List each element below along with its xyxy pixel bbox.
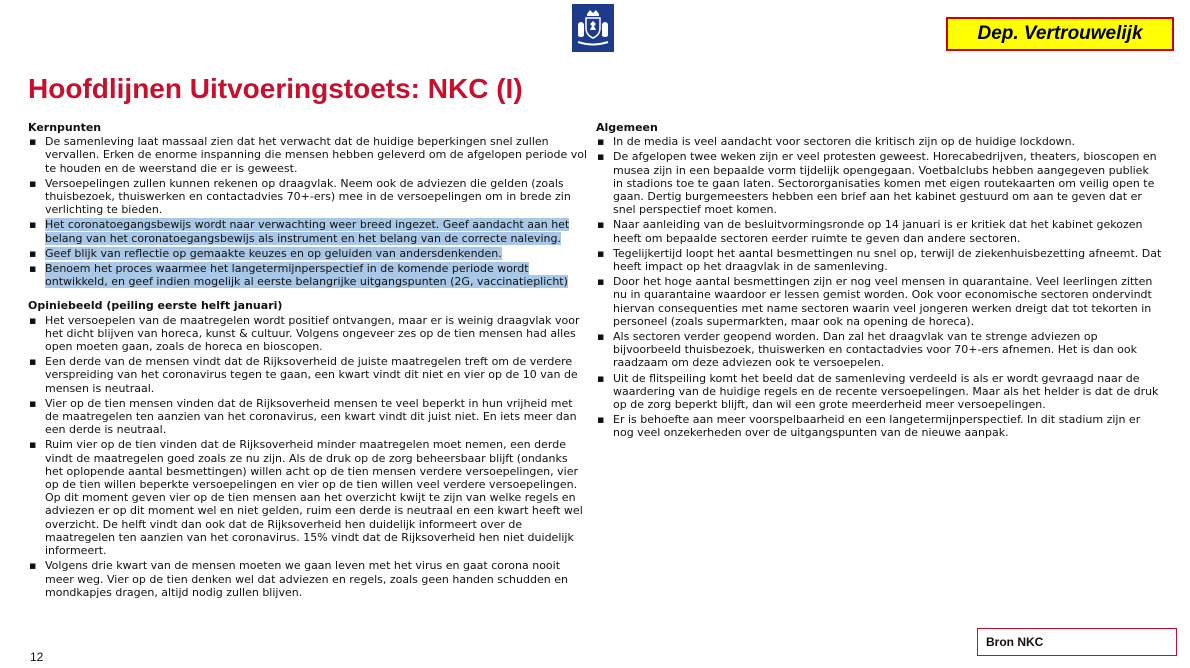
- list-item: [28, 247, 588, 260]
- algemeen-list: [596, 135, 1162, 439]
- list-item: ▪ De samenleving laat massaal zien dat het verwacht dat de huidige beperkingen snel zullen vervallen. Erken de enorme inspanning die mensen hebben geleverd om de afgelopen periode vol te houden en de weerstand die er is geweest.: [28, 135, 588, 175]
- list-item: ▪ Door het hoge aantal besmettingen zijn er nog veel mensen in quarantaine. Veel leerlingen zitten nu in quarantaine waardoor er lessen gemist worden. Ook voor economische sectoren ondervindt hiervan consequenties met name sectoren waarin veel jongeren werken dreigt dat tot tekorten in personeel (zoals supermarkten, maar ook na opening de horeca).: [596, 275, 1162, 328]
- list-item: ▪ Ruim vier op de tien vinden dat de Rijksoverheid minder maatregelen moet nemen, een derde vindt de maatregelen goed zoals ze nu zijn. Als de druk op de zorg beheersbaar blijft (ondanks het oplopende aantal besmettingen) willen acht op de tien mensen verdere versoepelingen, vier op de tien willen beperkte versoepelingen en vier op de tien willen veel verdere versoepelingen. Op dit moment geven vier op de tien mensen aan het overzicht kwijt te zijn van welke regels en adviezen er op dit moment wel en niet gelden, ruim een derde is neutraal en een kwart heeft wel overzicht. De helft vindt dan ook dat de Rijksoverheid hen duidelijk informeert over de maatregelen ten aanzien van het coronavirus. 15% vindt dat de Rijksoverheid hen niet duidelijk informeert.: [28, 438, 588, 557]
- algemeen-heading: Algemeen: [596, 121, 658, 134]
- kernpunten-heading: Kernpunten: [28, 121, 102, 134]
- list-item: ▪ Versoepelingen zullen kunnen rekenen op draagvlak. Neem ook de adviezen die gelden (zoals thuisbezoek, thuiswerken en contactadvies 70+-ers) mee in de versoepelingen om in brede zin verlichting te bieden.: [28, 177, 588, 217]
- left-column: [28, 121, 588, 601]
- list-item: ▪ Vier op de tien mensen vinden dat de Rijksoverheid mensen te veel beperkt in hun vrijheid met de maatregelen ten aanzien van het coronavirus, een kwart vindt dit juist niet. En iets meer dan een derde is neutraal.: [28, 397, 588, 437]
- source-box: Bron NKC: [977, 628, 1177, 656]
- highlighted-text: Benoem het proces waarmee het langetermijnperspectief in de komende periode wordt ontwikkeld, en geef indien mogelijk al eerste belangrijke uitgangspunten (2G, vaccinatieplicht): [45, 262, 568, 289]
- right-column: [596, 121, 1162, 442]
- page-title: Hoofdlijnen Uitvoeringstoets: NKC (I): [28, 73, 523, 104]
- kernpunten-list: [28, 135, 588, 288]
- list-item: ▪ Als sectoren verder geopend worden. Dan zal het draagvlak van te strenge adviezen op bijvoorbeeld thuisbezoek, thuiswerken en contactadvies voor 70+-ers afnemen. Het is dan ook raadzaam om deze adviezen ook te versoepelen.: [596, 330, 1162, 370]
- list-item: [28, 218, 588, 244]
- rijksoverheid-logo: [572, 4, 614, 52]
- list-item: ▪ Naar aanleiding van de besluitvormingsronde op 14 januari is er kritiek dat het kabinet gekozen heeft om bepaalde sectoren eerder ruimte te geven dan andere sectoren.: [596, 218, 1162, 244]
- highlighted-text: Geef blijk van reflectie op gemaakte keuzes en op geluiden van andersdenkenden.: [45, 246, 502, 260]
- list-item: ▪ In de media is veel aandacht voor sectoren die kritisch zijn op de huidige lockdown.: [596, 135, 1162, 148]
- list-item: ▪ Tegelijkertijd loopt het aantal besmettingen nu snel op, terwijl de ziekenhuisbezetting afneemt. Dat heeft impact op het draagvlak in de samenleving.: [596, 247, 1162, 273]
- rijksoverheid-crest-icon: [572, 4, 614, 52]
- list-item: ▪ Volgens drie kwart van de mensen moeten we gaan leven met het virus en gaat corona nooit meer weg. Vier op de tien denken wel dat adviezen en regels, zoals geen handen schudden en mondkapjes dragen, altijd nodig zullen blijven.: [28, 559, 588, 599]
- opinie-list: [28, 314, 588, 599]
- confidential-badge: Dep. Vertrouwelijk: [946, 17, 1174, 51]
- list-item: ▪ Een derde van de mensen vindt dat de Rijksoverheid de juiste maatregelen treft om de verdere verspreiding van het coronavirus tegen te gaan, een kwart vindt dit niet en vier op de 10 van de mensen is neutraal.: [28, 355, 588, 395]
- list-item: ▪ Uit de flitspeiling komt het beeld dat de samenleving verdeeld is als er wordt gevraagd naar de waardering van de huidige regels en de recente versoepelingen. Maar als het helder is dat de druk op de zorg beperkt blijft, dan wil een grote meerderheid meer versoepelingen.: [596, 372, 1162, 412]
- list-item: [28, 262, 588, 288]
- list-item: ▪ Het versoepelen van de maatregelen wordt positief ontvangen, maar er is weinig draagvlak voor het dicht blijven van horeca, kunst & cultuur. Volgens ongeveer zes op de tien mensen had alles open moeten gaan, zoals de horeca en bioscopen.: [28, 314, 588, 354]
- list-item: ▪ De afgelopen twee weken zijn er veel protesten geweest. Horecabedrijven, theaters, bioscopen en musea zijn in een bepaalde vorm tijdelijk opengegaan. Voetbalclubs hebben aangegeven publiek in stadions toe te gaan laten. Sectororganisaties komen met eigen routekaarten om veilig open te gaan. Dertig burgemeesters hebben een brief aan het kabinet gestuurd om aan te geven dat er snel perspectief moet komen.: [596, 150, 1162, 216]
- list-item: ▪ Er is behoefte aan meer voorspelbaarheid en een langetermijnperspectief. In dit stadium zijn er nog veel onzekerheden over de uitgangspunten van de nieuwe aanpak.: [596, 413, 1162, 439]
- highlighted-text: Het coronatoegangsbewijs wordt naar verwachting weer breed ingezet. Geef aandacht aan het belang van het coronatoegangsbewijs als instrument en het belang van de correcte naleving.: [45, 218, 570, 245]
- page-number: 12: [30, 650, 44, 664]
- opinie-heading: Opiniebeeld (peiling eerste helft januari): [28, 299, 283, 313]
